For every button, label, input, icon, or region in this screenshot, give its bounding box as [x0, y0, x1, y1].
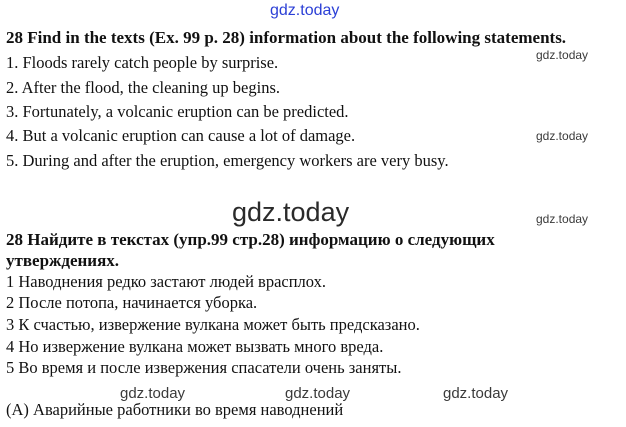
russian-item-1: 1 Наводнения редко застают людей врасплох. [6, 272, 327, 291]
english-item-2: 2. After the flood, the cleaning up begins. [6, 78, 281, 97]
english-item-1: 1. Floods rarely catch people by surprise. [6, 53, 279, 72]
russian-item-2: 2 После потопа, начинается уборка. [6, 293, 258, 312]
watermark-small-2: gdz.today [536, 129, 589, 143]
english-item-4: 4. But a volcanic eruption can cause a lot of damage. [6, 126, 356, 145]
russian-item-5: 5 Во время и после извержения спасатели очень заняты. [6, 358, 402, 377]
watermark-small-1: gdz.today [536, 48, 589, 62]
watermark-bottom-1: gdz.today [120, 385, 186, 402]
russian-heading-line-1: 28 Найдите в текстах (упр.99 стр.28) информацию о следующих [6, 230, 495, 249]
russian-item-3: 3 К счастью, извержение вулкана может быть предсказано. [6, 315, 420, 334]
watermark-center: gdz.today [232, 197, 350, 227]
russian-heading-line-2: утверждениях. [6, 251, 120, 270]
watermark-bottom-2: gdz.today [285, 385, 351, 402]
watermark-small-3: gdz.today [536, 212, 589, 226]
watermark-top: gdz.today [270, 2, 340, 19]
english-heading: 28 Find in the texts (Ex. 99 p. 28) information about the following statements. [6, 28, 567, 47]
english-item-5: 5. During and after the eruption, emergency workers are very busy. [6, 151, 449, 170]
russian-answer-a: (А) Аварийные работники во время наводнений [6, 400, 344, 419]
russian-item-4: 4 Но извержение вулкана может вызвать много вреда. [6, 337, 384, 356]
english-item-3: 3. Fortunately, a volcanic eruption can be predicted. [6, 102, 349, 121]
watermark-bottom-3: gdz.today [443, 385, 509, 402]
